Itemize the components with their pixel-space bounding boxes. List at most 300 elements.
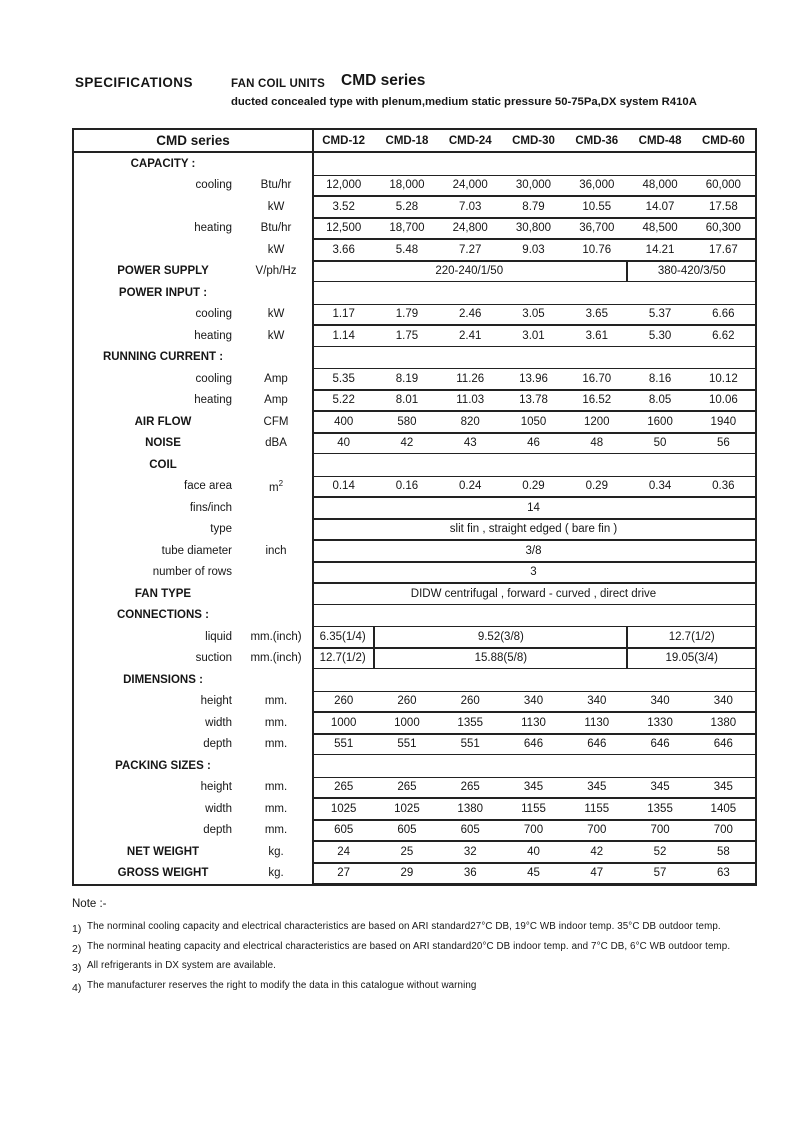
row-unit [240, 239, 312, 261]
table-row [74, 304, 755, 326]
value-cell: 42 [565, 841, 628, 863]
unit-text: mm. [264, 695, 288, 708]
note-item [72, 940, 752, 955]
value-cell: 0.29 [502, 476, 565, 498]
value-cell: 50 [628, 433, 691, 455]
value-cell: 10.55 [565, 196, 628, 218]
value-cell: 24,800 [439, 218, 502, 240]
row-label: COIL [149, 458, 177, 471]
row-unit [240, 304, 312, 326]
row-label: heating [194, 222, 232, 235]
value-cell: 1.14 [312, 325, 375, 347]
value-cell: 12,000 [312, 175, 375, 197]
value-cell: 8.05 [628, 390, 691, 412]
column-header: CMD-30 [502, 130, 565, 153]
value-cell: 43 [439, 433, 502, 455]
page-title: SPECIFICATIONS [75, 75, 193, 90]
row-unit [240, 583, 312, 605]
value-cell: 18,000 [375, 175, 438, 197]
specifications-table [72, 128, 757, 886]
span-value-cell: slit fin , straight edged ( bare fin ) [312, 519, 755, 541]
value-cell: 3.65 [565, 304, 628, 326]
section-row [74, 605, 755, 627]
row-unit [240, 454, 312, 476]
column-header: CMD-48 [628, 130, 691, 153]
value-cell: 0.34 [628, 476, 691, 498]
column-header: CMD-36 [565, 130, 628, 153]
row-label: heating [194, 394, 232, 407]
value-cell: 345 [565, 777, 628, 799]
value-cell: 1130 [502, 712, 565, 734]
value-cell: 10.12 [692, 368, 755, 390]
value-cell: 5.35 [312, 368, 375, 390]
empty-cells [312, 755, 755, 777]
unit-text: Amp [264, 372, 288, 385]
table-row [74, 433, 755, 455]
row-label: height [200, 695, 232, 708]
value-cell: 58 [692, 841, 755, 863]
table-row [74, 540, 755, 562]
row-label: suction [195, 652, 232, 665]
row-label: cooling [195, 179, 232, 192]
row-unit [240, 777, 312, 799]
value-cell: 46 [502, 433, 565, 455]
value-cell: 551 [375, 734, 438, 756]
value-cell: 5.28 [375, 196, 438, 218]
section-row [74, 153, 755, 175]
table-row [74, 583, 755, 605]
section-row [74, 347, 755, 369]
value-cell: 1000 [375, 712, 438, 734]
table-vertical-divider [312, 130, 314, 884]
value-cell: 340 [692, 691, 755, 713]
value-cell: 700 [692, 820, 755, 842]
value-cell: 16.70 [565, 368, 628, 390]
value-cell: 0.36 [692, 476, 755, 498]
value-cell: 5.22 [312, 390, 375, 412]
table-row [74, 734, 755, 756]
span-value-cell: 3/8 [312, 540, 755, 562]
unit-text: mm. [264, 824, 288, 837]
column-header: CMD-24 [439, 130, 502, 153]
section-row [74, 282, 755, 304]
row-label: POWER SUPPLY [117, 265, 209, 278]
table-row [74, 777, 755, 799]
unit-text: Btu/hr [260, 179, 292, 192]
value-cell: 1155 [502, 798, 565, 820]
value-cell: 10.76 [565, 239, 628, 261]
row-label: cooling [195, 372, 232, 385]
value-cell: 11.03 [439, 390, 502, 412]
unit-text: mm.(inch) [250, 652, 302, 665]
value-cell: 48 [565, 433, 628, 455]
value-cell: 700 [502, 820, 565, 842]
row-unit [240, 218, 312, 240]
value-cell: 14.21 [628, 239, 691, 261]
value-cell: 36,700 [565, 218, 628, 240]
value-cell: 60,300 [692, 218, 755, 240]
value-cell: 1330 [628, 712, 691, 734]
span-value-cell: 14 [312, 497, 755, 519]
value-cell: 345 [502, 777, 565, 799]
value-cell: 52 [628, 841, 691, 863]
value-cell: 17.67 [692, 239, 755, 261]
unit-text: kW [267, 200, 285, 213]
table-row [74, 218, 755, 240]
value-cell: 5.30 [628, 325, 691, 347]
value-cell: 700 [628, 820, 691, 842]
value-cell: 2.41 [439, 325, 502, 347]
row-unit [240, 261, 312, 283]
value-cell: 6.66 [692, 304, 755, 326]
row-label: width [205, 716, 232, 729]
note-text: The norminal cooling capacity and electrical characteristics are based on ARI standard27°C DB, 19°C WB indoor temp. 35°C DB outdoor temp. [87, 921, 721, 932]
value-cell: 1355 [439, 712, 502, 734]
value-cell: 36 [439, 863, 502, 885]
value-cell: 265 [439, 777, 502, 799]
row-unit [240, 368, 312, 390]
value-cell: 1050 [502, 411, 565, 433]
value-cell: 260 [439, 691, 502, 713]
unit-text: mm. [264, 716, 288, 729]
table-row [74, 691, 755, 713]
value-cell: 1380 [692, 712, 755, 734]
header-row [74, 130, 755, 153]
row-unit [240, 712, 312, 734]
row-label: height [200, 781, 232, 794]
table-row [74, 497, 755, 519]
note-text: The norminal heating capacity and electrical characteristics are based on ARI standard20°C DB indoor temp. and 7°C DB, 6°C WB outdoor temp. [87, 940, 731, 952]
row-label: POWER INPUT : [118, 286, 208, 299]
table-row [74, 325, 755, 347]
row-unit [240, 605, 312, 627]
value-cell: 580 [375, 411, 438, 433]
row-unit [240, 540, 312, 562]
table-row [74, 798, 755, 820]
row-label: CAPACITY : [130, 157, 196, 170]
value-cell: 14.07 [628, 196, 691, 218]
span-value-cell: 6.35(1/4) [312, 626, 375, 648]
unit-text: mm. [264, 802, 288, 815]
value-cell: 32 [439, 841, 502, 863]
value-cell: 345 [628, 777, 691, 799]
span-value-cell: 12.7(1/2) [628, 626, 755, 648]
row-unit [240, 648, 312, 670]
span-value-cell: 12.7(1/2) [312, 648, 375, 670]
row-unit [240, 390, 312, 412]
note-item [72, 959, 752, 974]
value-cell: 8.16 [628, 368, 691, 390]
empty-cells [312, 347, 755, 369]
note-text: The manufacturer reserves the right to modify the data in this catalogue without warning [87, 979, 477, 991]
note-number: 2) [72, 942, 82, 955]
row-label [74, 196, 240, 218]
row-unit [240, 282, 312, 304]
value-cell: 1025 [375, 798, 438, 820]
section-row [74, 755, 755, 777]
value-cell: 605 [439, 820, 502, 842]
value-cell: 1355 [628, 798, 691, 820]
unit-text: kg. [268, 845, 284, 858]
value-cell: 1000 [312, 712, 375, 734]
row-label: depth [203, 824, 232, 837]
value-cell: 1155 [565, 798, 628, 820]
row-unit [240, 755, 312, 777]
row-label: GROSS WEIGHT [117, 867, 209, 880]
value-cell: 12,500 [312, 218, 375, 240]
table-row [74, 863, 755, 885]
row-unit [240, 411, 312, 433]
row-unit [240, 433, 312, 455]
note-number: 3) [72, 962, 82, 974]
table-row [74, 820, 755, 842]
value-cell: 29 [375, 863, 438, 885]
row-label: face area [184, 480, 232, 493]
section-row [74, 669, 755, 691]
value-cell: 48,500 [628, 218, 691, 240]
row-unit [240, 734, 312, 756]
table-row [74, 476, 755, 498]
value-cell: 0.29 [565, 476, 628, 498]
value-cell: 6.62 [692, 325, 755, 347]
value-cell: 36,000 [565, 175, 628, 197]
value-cell: 13.96 [502, 368, 565, 390]
unit-text: Amp [264, 394, 288, 407]
span-value-cell: 9.52(3/8) [375, 626, 628, 648]
table-row [74, 196, 755, 218]
row-unit [240, 798, 312, 820]
column-header: CMD-18 [375, 130, 438, 153]
row-unit [240, 820, 312, 842]
value-cell: 1405 [692, 798, 755, 820]
span-value-cell: 15.88(5/8) [375, 648, 628, 670]
value-cell: 5.48 [375, 239, 438, 261]
row-unit [240, 196, 312, 218]
row-label: type [210, 523, 232, 536]
empty-cells [312, 282, 755, 304]
value-cell: 60,000 [692, 175, 755, 197]
value-cell: 5.37 [628, 304, 691, 326]
row-unit [240, 841, 312, 863]
empty-cells [312, 153, 755, 175]
value-cell: 42 [375, 433, 438, 455]
row-label: FAN TYPE [134, 587, 192, 600]
table-corner-label: CMD series [74, 130, 312, 153]
row-unit [240, 626, 312, 648]
value-cell: 1200 [565, 411, 628, 433]
unit-superscript: 2 [278, 478, 284, 488]
value-cell: 646 [692, 734, 755, 756]
value-cell: 646 [628, 734, 691, 756]
value-cell: 1130 [565, 712, 628, 734]
value-cell: 551 [312, 734, 375, 756]
row-label: NOISE [145, 437, 181, 450]
note-number: 1) [72, 923, 82, 935]
empty-cells [312, 454, 755, 476]
row-label: width [205, 802, 232, 815]
value-cell: 260 [375, 691, 438, 713]
row-unit [240, 325, 312, 347]
value-cell: 0.24 [439, 476, 502, 498]
row-unit [240, 863, 312, 885]
row-unit [240, 519, 312, 541]
table-row [74, 712, 755, 734]
value-cell: 8.79 [502, 196, 565, 218]
value-cell: 1.75 [375, 325, 438, 347]
value-cell: 7.03 [439, 196, 502, 218]
value-cell: 0.16 [375, 476, 438, 498]
row-unit [240, 497, 312, 519]
value-cell: 1940 [692, 411, 755, 433]
series-description: ducted concealed type with plenum,medium static pressure 50-75Pa,DX system R410A [231, 96, 697, 108]
span-value-cell: 3 [312, 562, 755, 584]
spec-table [74, 130, 755, 884]
value-cell: 340 [502, 691, 565, 713]
row-label: heating [194, 329, 232, 342]
span-value-cell: 19.05(3/4) [628, 648, 755, 670]
value-cell: 0.14 [312, 476, 375, 498]
value-cell: 3.05 [502, 304, 565, 326]
value-cell: 605 [375, 820, 438, 842]
row-label: CONNECTIONS : [117, 609, 209, 622]
value-cell: 16.52 [565, 390, 628, 412]
row-label: AIR FLOW [134, 415, 192, 428]
unit-text: kW [267, 308, 285, 321]
unit-text: m [268, 481, 279, 494]
value-cell: 646 [502, 734, 565, 756]
value-cell: 1025 [312, 798, 375, 820]
value-cell: 1.79 [375, 304, 438, 326]
value-cell: 700 [565, 820, 628, 842]
value-cell: 40 [312, 433, 375, 455]
value-cell: 56 [692, 433, 755, 455]
notes-title: Note :- [72, 898, 107, 910]
value-cell: 24,000 [439, 175, 502, 197]
unit-text: mm. [264, 738, 288, 751]
row-unit [240, 153, 312, 175]
row-label [74, 239, 240, 261]
empty-cells [312, 669, 755, 691]
value-cell: 265 [312, 777, 375, 799]
row-label: DIMENSIONS : [123, 673, 203, 686]
span-value-cell: 220-240/1/50 [312, 261, 628, 283]
notes-section [72, 898, 752, 998]
value-cell: 48,000 [628, 175, 691, 197]
value-cell: 27 [312, 863, 375, 885]
row-label: liquid [205, 630, 232, 643]
row-unit [240, 669, 312, 691]
value-cell: 605 [312, 820, 375, 842]
row-label: depth [203, 738, 232, 751]
row-unit [240, 562, 312, 584]
row-label: PACKING SIZES : [115, 759, 211, 772]
value-cell: 2.46 [439, 304, 502, 326]
unit-text: inch [265, 544, 287, 557]
span-value-cell: 380-420/3/50 [628, 261, 755, 283]
table-row [74, 175, 755, 197]
row-label: NET WEIGHT [126, 845, 200, 858]
value-cell: 260 [312, 691, 375, 713]
value-cell: 13.78 [502, 390, 565, 412]
column-header: CMD-60 [692, 130, 755, 153]
unit-text: kW [267, 329, 285, 342]
unit-text: CFM [263, 415, 289, 428]
note-item [72, 979, 752, 994]
value-cell: 265 [375, 777, 438, 799]
value-cell: 18,700 [375, 218, 438, 240]
value-cell: 57 [628, 863, 691, 885]
series-title: CMD series [341, 72, 426, 89]
value-cell: 3.52 [312, 196, 375, 218]
row-label: tube diameter [161, 544, 232, 557]
unit-text: mm. [264, 781, 288, 794]
empty-cells [312, 605, 755, 627]
unit-text: kg. [268, 867, 284, 880]
value-cell: 10.06 [692, 390, 755, 412]
table-row [74, 390, 755, 412]
value-cell: 3.66 [312, 239, 375, 261]
row-unit [240, 347, 312, 369]
value-cell: 400 [312, 411, 375, 433]
row-label: fins/inch [189, 501, 232, 514]
value-cell: 40 [502, 841, 565, 863]
note-item [72, 920, 752, 935]
value-cell: 7.27 [439, 239, 502, 261]
value-cell: 3.01 [502, 325, 565, 347]
row-unit [240, 476, 312, 498]
table-row [74, 841, 755, 863]
value-cell: 63 [692, 863, 755, 885]
value-cell: 45 [502, 863, 565, 885]
unit-text: mm.(inch) [250, 630, 302, 643]
value-cell: 25 [375, 841, 438, 863]
value-cell: 1380 [439, 798, 502, 820]
value-cell: 8.01 [375, 390, 438, 412]
table-row [74, 261, 755, 283]
product-category: FAN COIL UNITS [231, 78, 325, 90]
span-value-cell: DIDW centrifugal , forward - curved , direct drive [312, 583, 755, 605]
unit-text: dBA [265, 437, 287, 450]
unit-text: Btu/hr [260, 222, 292, 235]
table-row [74, 519, 755, 541]
value-cell: 9.03 [502, 239, 565, 261]
value-cell: 551 [439, 734, 502, 756]
value-cell: 47 [565, 863, 628, 885]
value-cell: 340 [628, 691, 691, 713]
value-cell: 646 [565, 734, 628, 756]
value-cell: 3.61 [565, 325, 628, 347]
unit-text: V/ph/Hz [255, 265, 297, 278]
row-label: RUNNING CURRENT : [102, 351, 224, 364]
value-cell: 345 [692, 777, 755, 799]
value-cell: 30,000 [502, 175, 565, 197]
column-header: CMD-12 [312, 130, 375, 153]
value-cell: 1.17 [312, 304, 375, 326]
table-row [74, 648, 755, 670]
row-unit [240, 175, 312, 197]
table-row [74, 368, 755, 390]
note-number: 4) [72, 981, 82, 994]
row-label: number of rows [152, 566, 232, 579]
value-cell: 30,800 [502, 218, 565, 240]
row-unit [240, 691, 312, 713]
value-cell: 1600 [628, 411, 691, 433]
value-cell: 340 [565, 691, 628, 713]
value-cell: 8.19 [375, 368, 438, 390]
unit-text: kW [267, 243, 285, 256]
value-cell: 17.58 [692, 196, 755, 218]
table-row [74, 239, 755, 261]
